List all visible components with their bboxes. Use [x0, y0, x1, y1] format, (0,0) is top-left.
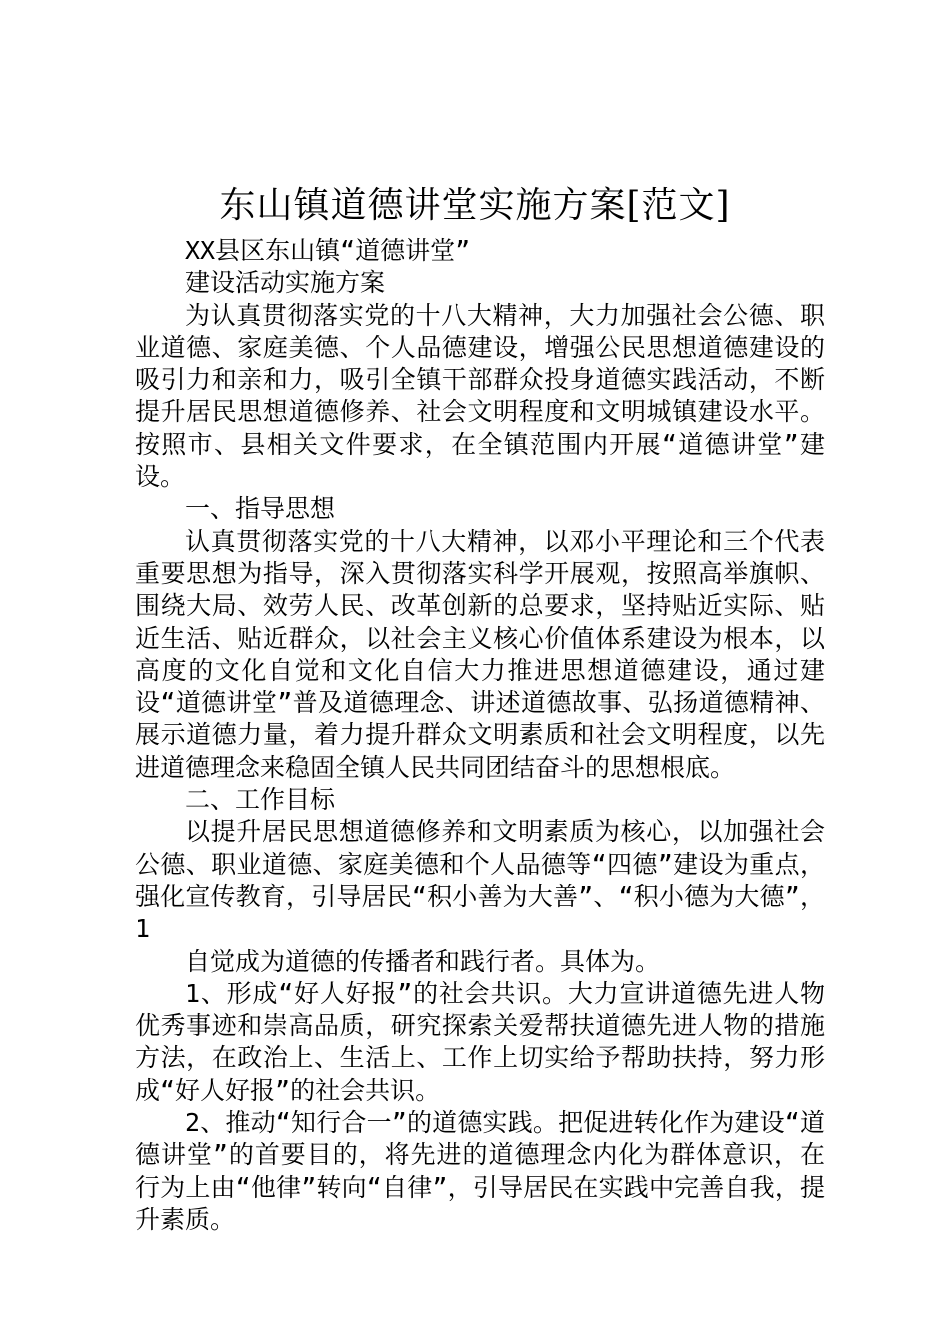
- document-body: [135, 235, 825, 1236]
- goal-item-1: 1、形成“好人好报”的社会共识。大力宣讲道德先进人物优秀事迹和崇高品质，研究探索关爱帮扶道德先进人物的措施方法，在政治上、生活上、工作上切实给予帮助扶持，努力形成“好人好报”的社会共识。: [135, 978, 825, 1105]
- intro-paragraph: 为认真贯彻落实党的十八大精神，大力加强社会公德、职业道德、家庭美德、个人品德建设，增强公民思想道德建设的吸引力和亲和力，吸引全镇干部群众投身道德实践活动，不断提升居民思想道德修养、社会文明程度和文明城镇建设水平。按照市、县相关文件要求，在全镇范围内开展“道德讲堂”建设。: [135, 300, 825, 492]
- guiding-ideology-paragraph: 认真贯彻落实党的十八大精神，以邓小平理论和三个代表重要思想为指导，深入贯彻落实科学开展观，按照高举旗帜、围绕大局、效劳人民、改革创新的总要求，坚持贴近实际、贴近生活、贴近群众，以社会主义核心价值体系建设为根本，以高度的文化自觉和文化自信大力推进思想道德建设，通过建设“道德讲堂”普及道德理念、讲述道德故事、弘扬道德精神、展示道德力量，着力提升群众文明素质和社会文明程度，以先进道德理念来稳固全镇人民共同团结奋斗的思想根底。: [135, 526, 825, 782]
- subtitle-line-1: XX县区东山镇“道德讲堂”: [185, 236, 471, 265]
- goal-item-2: 2、推动“知行合一”的道德实践。把促进转化作为建设“道德讲堂”的首要目的，将先进的道德理念内化为群体意识，在行为上由“他律”转向“自律”，引导居民在实践中完善自我，提升素质。: [135, 1108, 825, 1234]
- work-goals-paragraph: 以提升居民思想道德修养和文明素质为核心，以加强社会公德、职业道德、家庭美德和个人品德等“四德”建设为重点，强化宣传教育，引导居民“积小善为大善”、“积小德为大德”，1: [135, 817, 825, 944]
- document-title: 东山镇道德讲堂实施方案[范文]: [219, 185, 731, 226]
- section-heading-guiding-ideology: 一、指导思想: [185, 494, 336, 524]
- section-heading-work-goals: 二、工作目标: [185, 785, 336, 815]
- work-goals-continuation: 自觉成为道德的传播者和践行者。具体为。: [185, 946, 661, 976]
- subtitle-line-2: 建设活动实施方案: [185, 268, 386, 298]
